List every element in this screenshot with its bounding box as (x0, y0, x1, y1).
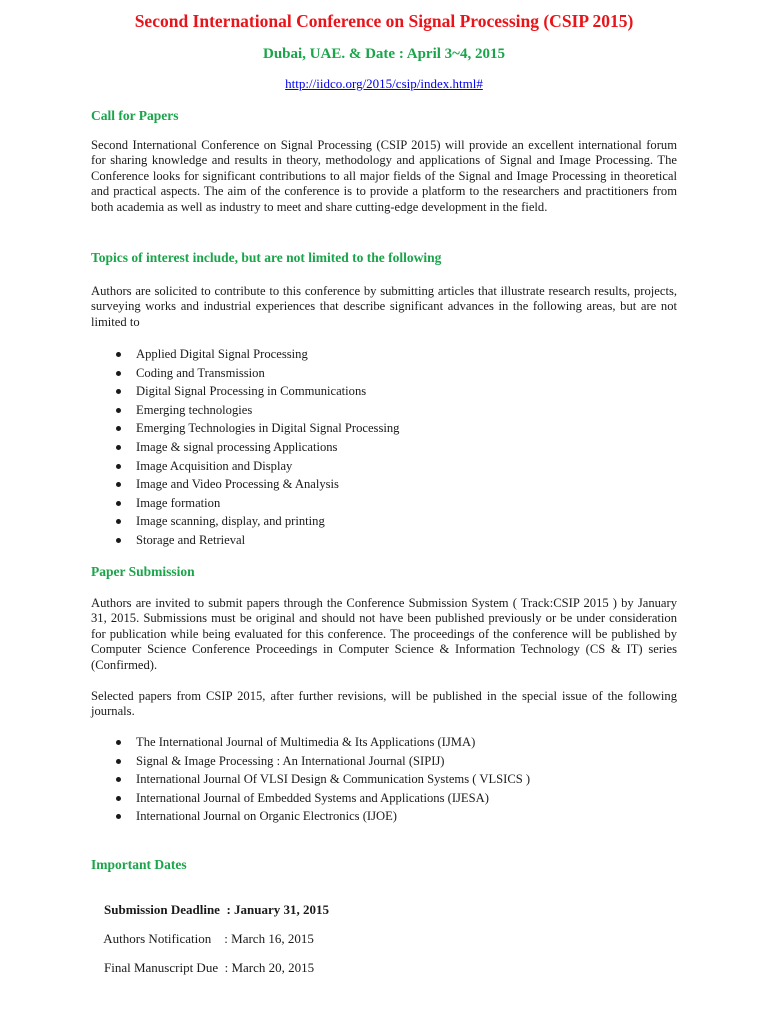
list-item: Emerging technologies (91, 401, 399, 420)
topics-intro: Authors are solicited to contribute to this conference by submitting articles that illustrate research results, projects, surveying works and industrial experiences that describe significant advances in the following areas, but are not limited to (91, 284, 677, 329)
list-item: The International Journal of Multimedia & Its Applications (IJMA) (91, 733, 530, 752)
list-item: Image Acquisition and Display (91, 457, 399, 476)
selected-papers-text: Selected papers from CSIP 2015, after further revisions, will be published in the special issue of the following journals. (91, 689, 677, 719)
call-for-papers-heading: Call for Papers (91, 108, 179, 123)
conference-url-link[interactable]: http://iidco.org/2015/csip/index.html# (285, 76, 483, 91)
date-separator: : (218, 960, 232, 975)
list-item: Applied Digital Signal Processing (91, 345, 399, 364)
date-label: Final Manuscript Due (104, 960, 219, 975)
list-item: Image and Video Processing & Analysis (91, 475, 399, 494)
list-item: International Journal Of VLSI Design & Communication Systems ( VLSICS ) (91, 770, 530, 789)
paper-submission-body: Authors are invited to submit papers through the Conference Submission System ( Track:CSIP 2015 ) by January 31, 2015. Submissions must be original and should not have been published previously or be under consideration for publication while being evaluated for this conference. The proceedings of the conference will be published by Computer Science Conference Proceedings in Computer Science & Information Technology (CS & IT) series (Confirmed). (91, 596, 677, 672)
list-item: Image scanning, display, and printing (91, 512, 399, 531)
date-value: March 16, 2015 (231, 931, 314, 946)
list-item: Emerging Technologies in Digital Signal Processing (91, 419, 399, 438)
journals-list (91, 733, 530, 826)
important-dates-heading: Important Dates (91, 857, 187, 872)
list-item: Image formation (91, 494, 399, 513)
topics-heading: Topics of interest include, but are not limited to the following (91, 250, 442, 265)
list-item: Coding and Transmission (91, 364, 399, 383)
conference-title: Second International Conference on Signal Processing (CSIP 2015) (134, 11, 634, 31)
date-row-final-manuscript (91, 944, 314, 992)
list-item: Digital Signal Processing in Communications (91, 382, 399, 401)
topics-list (91, 345, 399, 550)
call-for-papers-body: Second International Conference on Signal Processing (CSIP 2015) will provide an excellent international forum for sharing knowledge and results in theory, methodology and applications of Signal and Image Processing. The Conference looks for significant contributions to all major fields of the Signal and Image Processing in theoretical and practical aspects. The aim of the conference is to provide a platform to the researchers and practitioners from both academia as well as industry to meet and share cutting-edge development in the field. (91, 138, 677, 214)
paper-submission-heading: Paper Submission (91, 564, 195, 579)
date-label: Authors Notification (103, 931, 212, 946)
list-item: International Journal of Embedded Systems and Applications (IJESA) (91, 789, 530, 808)
date-value: March 20, 2015 (231, 960, 315, 975)
date-label: Submission Deadline (104, 902, 220, 917)
date-separator: : (211, 931, 232, 946)
list-item: International Journal on Organic Electronics (IJOE) (91, 807, 530, 826)
list-item: Image & signal processing Applications (91, 438, 399, 457)
list-item: Signal & Image Processing : An International Journal (SIPIJ) (91, 752, 530, 771)
conference-location-date: Dubai, UAE. & Date : April 3~4, 2015 (263, 46, 505, 62)
date-value: January 31, 2015 (234, 902, 330, 917)
list-item: Storage and Retrieval (91, 531, 399, 550)
date-separator: : (219, 902, 235, 917)
